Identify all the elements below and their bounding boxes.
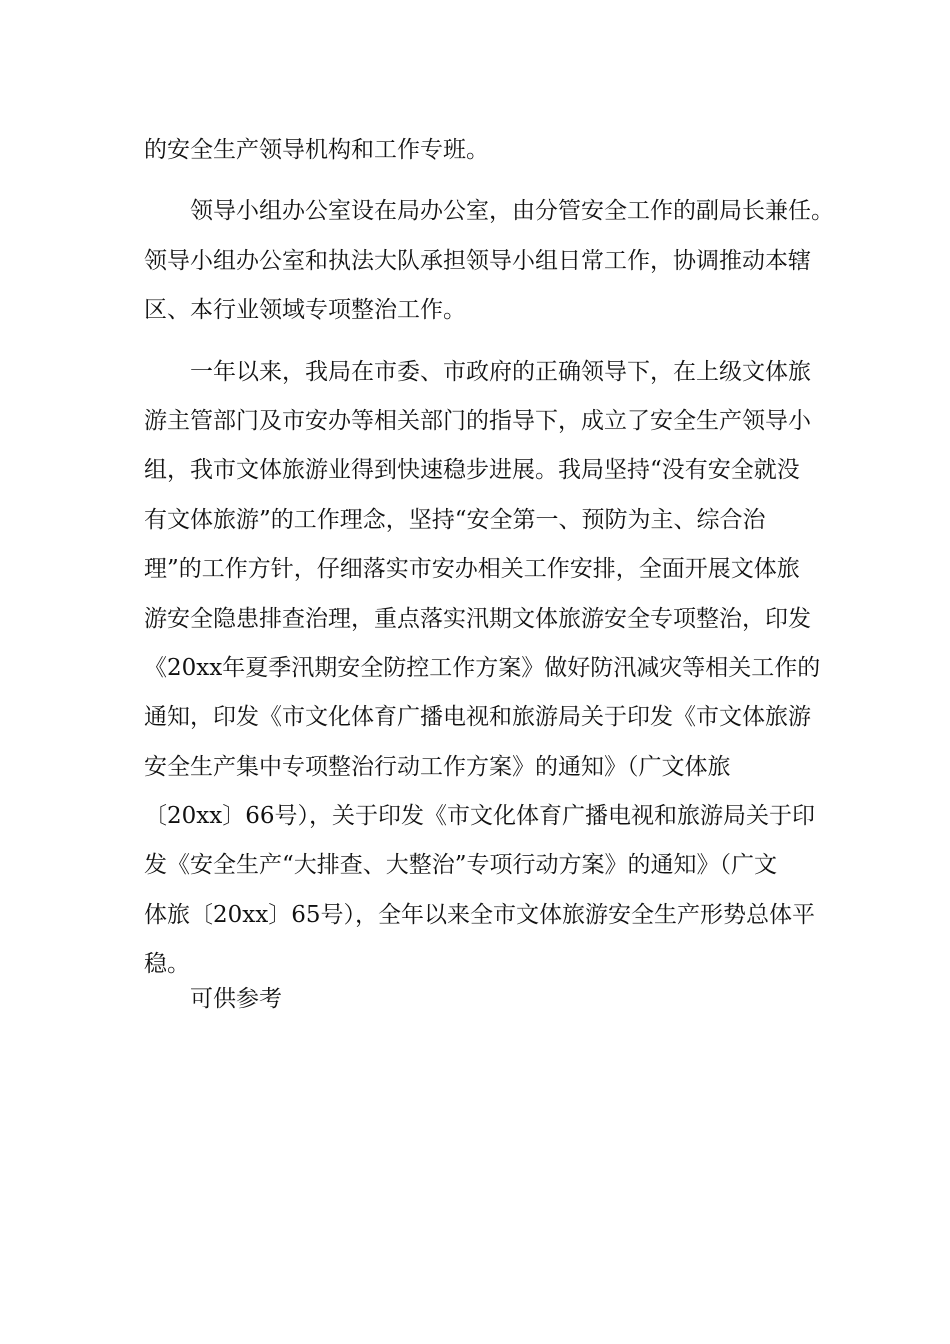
text-line: 理”的工作方针，仔细落实市安办相关工作安排，全面开展文体旅 [144,556,800,583]
paragraph-gap [144,175,824,187]
text-line: 有文体旅游”的工作理念，坚持“安全第一、预防为主、综合治 [144,506,766,533]
text-line: 〔20xx〕66号），关于印发《市文化体育广播电视和旅游局关于印 [144,803,815,830]
reference-note: 可供参考 [190,986,282,1012]
paragraph-gap [144,336,824,348]
text-line: 游安全隐患排查治理，重点落实汛期文体旅游安全专项整治，印发 [144,605,811,632]
text-line: 组，我市文体旅游业得到快速稳步进展。我局坚持“没有安全就没 [144,457,800,484]
document-body [144,126,834,990]
text-line: 安全生产集中专项整治行动工作方案》的通知》（广文体旅 [144,753,731,780]
text-line: 通知，印发《市文化体育广播电视和旅游局关于印发《市文体旅游 [144,704,811,731]
text-line: 《20xx年夏季汛期安全防控工作方案》做好防汛减灾等相关工作的 [144,654,821,681]
text-line: 领导小组办公室和执法大队承担领导小组日常工作，协调推动本辖 [144,247,811,274]
text-line: 游主管部门及市安办等相关部门的指导下，成立了安全生产领导小 [144,407,811,434]
text-line: 的安全生产领导机构和工作专班。 [144,137,489,163]
text-line: 区、本行业领域专项整治工作。 [144,297,466,324]
text-line: 一年以来，我局在市委、市政府的正确领导下，在上级文体旅 [190,358,811,385]
text-line: 稳。 [144,951,190,978]
text-line: 领导小组办公室设在局办公室，由分管安全工作的副局长兼任。 [190,198,834,225]
text-line: 发《安全生产“大排查、大整治”专项行动方案》的通知》（广文 [144,852,778,879]
text-line: 体旅〔20xx〕65号），全年以来全市文体旅游安全生产形势总体平 [144,901,815,928]
